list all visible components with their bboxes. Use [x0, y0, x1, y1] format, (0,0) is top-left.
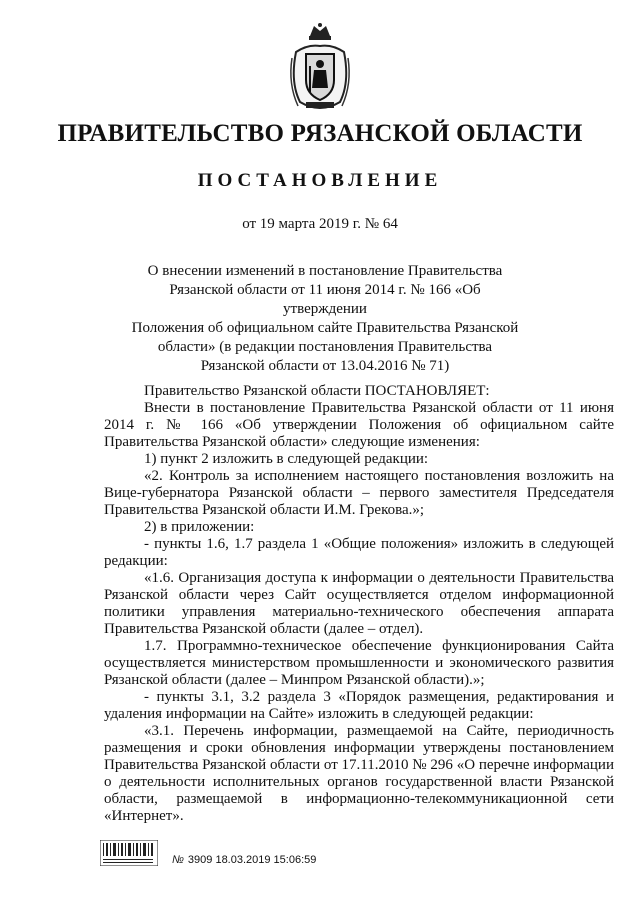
document-subject	[130, 262, 520, 376]
subject-line: О внесении изменений в постановление Правительства	[147, 263, 503, 279]
body-paragraph: 1) пункт 2 изложить в следующей редакции:	[144, 451, 429, 467]
body-paragraph: Внести в постановление Правительства Рязанской области от 11 июня 2014 г. № 166 «Об утверждении Положения об официальном сайте Правительства Рязанской области» следующие изменения:	[104, 400, 614, 450]
subject-line: Рязанской области от 11 июня 2014 г. № 166 «Об утверждении	[169, 282, 481, 317]
registration-stamp	[172, 854, 316, 866]
body-paragraph: Правительство Рязанской области ПОСТАНОВЛЯЕТ:	[144, 383, 490, 399]
body-paragraph: - пункты 1.6, 1.7 раздела 1 «Общие положения» изложить в следующей редакции:	[104, 536, 614, 569]
document-body	[104, 383, 614, 825]
document-footer	[100, 840, 620, 880]
document-type: ПОСТАНОВЛЕНИЕ	[197, 170, 443, 191]
subject-line: области» (в редакции постановления Правительства	[157, 339, 493, 355]
subject-line: Рязанской области от 13.04.2016 № 71)	[200, 358, 450, 374]
body-paragraph: «3.1. Перечень информации, размещаемой на Сайте, периодичность размещения и сроки обновления информации утверждены постановлением Правительства Рязанской области от 17.11.2010 № 296 «О перечне информации о деятельности исполнительных органов государственной власти Рязанской области, размещаемой в информационно-телекоммуникационной сети «Интернет».	[104, 723, 614, 824]
organization-title: ПРАВИТЕЛЬСТВО РЯЗАНСКОЙ ОБЛАСТИ	[57, 120, 583, 147]
coat-of-arms-icon	[286, 22, 354, 112]
body-paragraph: - пункты 3.1, 3.2 раздела 3 «Порядок размещения, редактирования и удаления информации на Сайте» изложить в следующей редакции:	[104, 689, 614, 722]
barcode-icon	[100, 840, 158, 866]
body-paragraph: «2. Контроль за исполнением настоящего постановления возложить на Вице-губернатора Рязанской области – первого заместителя Председателя Правительства Рязанской области И.М. Грекова.»;	[104, 468, 614, 518]
body-paragraph: 1.7. Программно-техническое обеспечение функционирования Сайта осуществляется министерством промышленности и экономического развития Рязанской области (далее – Минпром Рязанской области).»;	[104, 638, 614, 688]
subject-line: Положения об официальном сайте Правительства Рязанской	[131, 320, 519, 336]
body-paragraph: «1.6. Организация доступа к информации о деятельности Правительства Рязанской области через Сайт осуществляется отделом информационной политики управления материально-технического обеспечения аппарата Правительства Рязанской области (далее – отдел).	[104, 570, 614, 637]
registration-number-time: 3909 18.03.2019 15:06:59	[187, 854, 317, 866]
registration-mark: №	[172, 854, 184, 866]
body-paragraph: 2) в приложении:	[144, 519, 255, 535]
document-date-number: от 19 марта 2019 г. № 64	[242, 216, 398, 232]
